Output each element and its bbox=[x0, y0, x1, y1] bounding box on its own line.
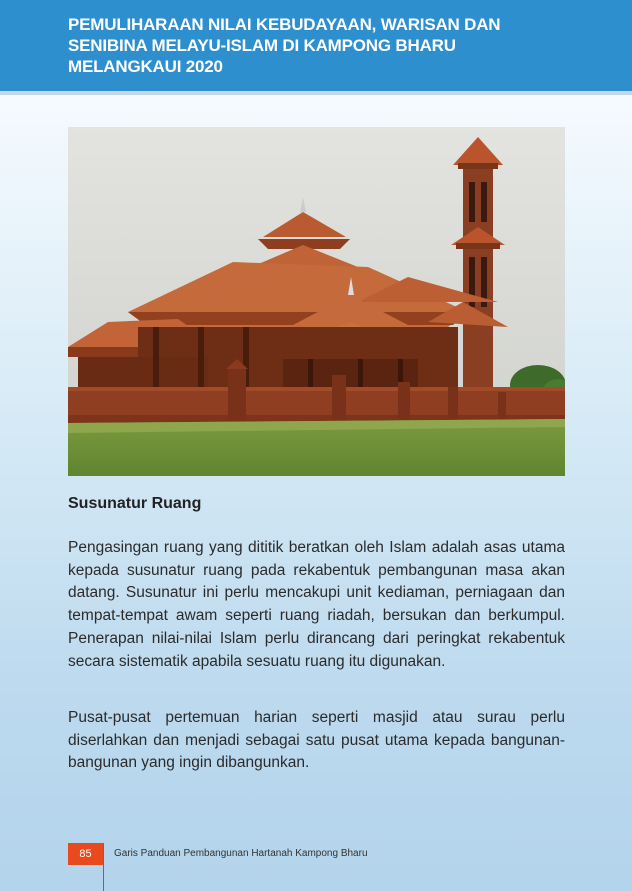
mosque-photo bbox=[68, 127, 565, 476]
page-header bbox=[0, 0, 632, 95]
section-heading: Susunatur Ruang bbox=[68, 495, 202, 512]
page-number-badge: 85 bbox=[68, 843, 103, 865]
footer-title: Garis Panduan Pembangunan Hartanah Kampong Bharu bbox=[114, 848, 368, 859]
page-title: PEMULIHARAAN NILAI KEBUDAYAAN, WARISAN DAN SENIBINA MELAYU-ISLAM DI KAMPONG BHARU MELANGKAUI 2020 bbox=[68, 15, 501, 76]
footer-divider bbox=[103, 843, 104, 891]
paragraph-susunatur: Pengasingan ruang yang dititik beratkan oleh Islam adalah asas utama kepada susunatur ruang pada rekabentuk pembangunan masa akan datang. Susunatur ini perlu mencakupi unit kediaman, perniagaan dan tempat-tempat awam seperti ruang riadah, bersukan dan berkumpul. Penerapan nilai-nilai Islam perlu dirancang dari peringkat rekabentuk secara sistematik apabila sesuatu ruang itu digunakan. bbox=[68, 539, 565, 670]
paragraph-pusat-pertemuan: Pusat-pusat pertemuan harian seperti masjid atau surau perlu diserlahkan dan menjadi sebagai satu pusat utama kepada bangunan-bangunan yang ingin dibangunkan. bbox=[68, 709, 565, 772]
